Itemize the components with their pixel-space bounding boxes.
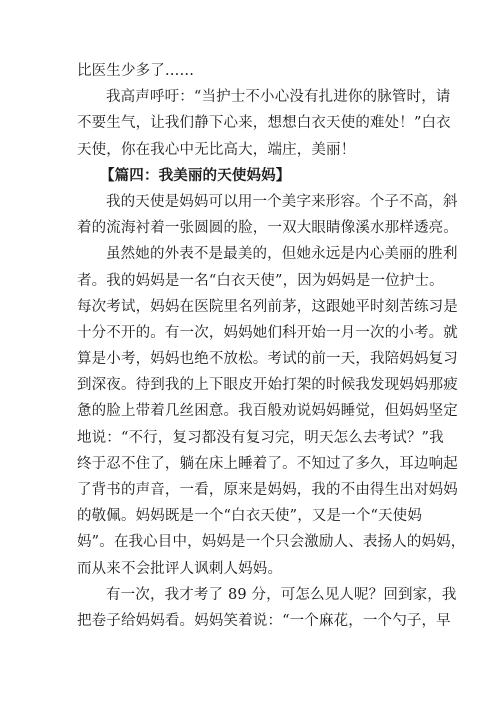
text-line-7: 着的流海衬着一张圆圆的脸，一双大眼睛像溪水那样透亮。 (77, 220, 458, 237)
text-line-12: 算是小考，妈妈也绝不放松。考试的前一天，我陪妈妈复习 (77, 351, 458, 368)
text-line-9: 者。我的妈妈是一名“白衣天使”，因为妈妈是一位护士。 (77, 272, 444, 289)
document-page (77, 58, 466, 634)
text-line-21: 有一次，我才考了 89 分，可怎么见人呢？回到家，我 (106, 586, 457, 603)
text-line-1: 比医生少多了…… (77, 63, 195, 79)
text-line-18: 的敬佩。妈妈既是一个“白衣天使”，又是一个“天使妈 (77, 508, 422, 525)
text-line-2: 我高声呼吁：“当护士不小心没有扎进你的脉管时，请 (106, 89, 451, 106)
text-line-16: 终于忍不住了，躺在床上睡着了。不知过了多久，耳边响起 (77, 455, 458, 472)
text-line-8: 虽然她的外表不是最美的，但她永远是内心美丽的胜利 (106, 246, 458, 263)
text-line-14: 惫的脸上带着几丝困意。我百般劝说妈妈睡觉，但妈妈坚定 (77, 403, 458, 420)
section-heading: 【篇四：我美丽的天使妈妈】 (100, 166, 291, 184)
text-line-22: 把卷子给妈妈看。妈妈笑着说：“一个麻花，一个勺子，早 (77, 612, 451, 629)
text-line-13: 到深夜。待到我的上下眼皮开始打架的时候我发现妈妈那疲 (77, 377, 458, 394)
text-line-6: 我的天使是妈妈可以用一个美字来形容。个子不高，斜 (106, 193, 458, 210)
text-line-4: 天使，你在我心中无比高大，端庄，美丽！ (77, 141, 356, 158)
text-line-15: 地说：“不行，复习都没有复习完，明天怎么去考试？”我 (77, 429, 444, 446)
text-line-19: 妈”。在我心目中，妈妈是一个只会激励人、表扬人的妈妈， (77, 534, 466, 551)
text-line-10: 每次考试，妈妈在医院里名列前茅，这跟她平时刻苦练习是 (77, 298, 458, 315)
text-line-3: 不要生气，让我们静下心来，想想白衣天使的难处！”白衣 (77, 115, 451, 132)
text-line-11: 十分不开的。有一次，妈妈她们科开始一月一次的小考。就 (77, 324, 458, 341)
text-line-20: 而从来不会批评人讽刺人妈妈。 (77, 560, 283, 577)
text-line-17: 了背书的声音，一看，原来是妈妈，我的不由得生出对妈妈 (77, 482, 458, 498)
